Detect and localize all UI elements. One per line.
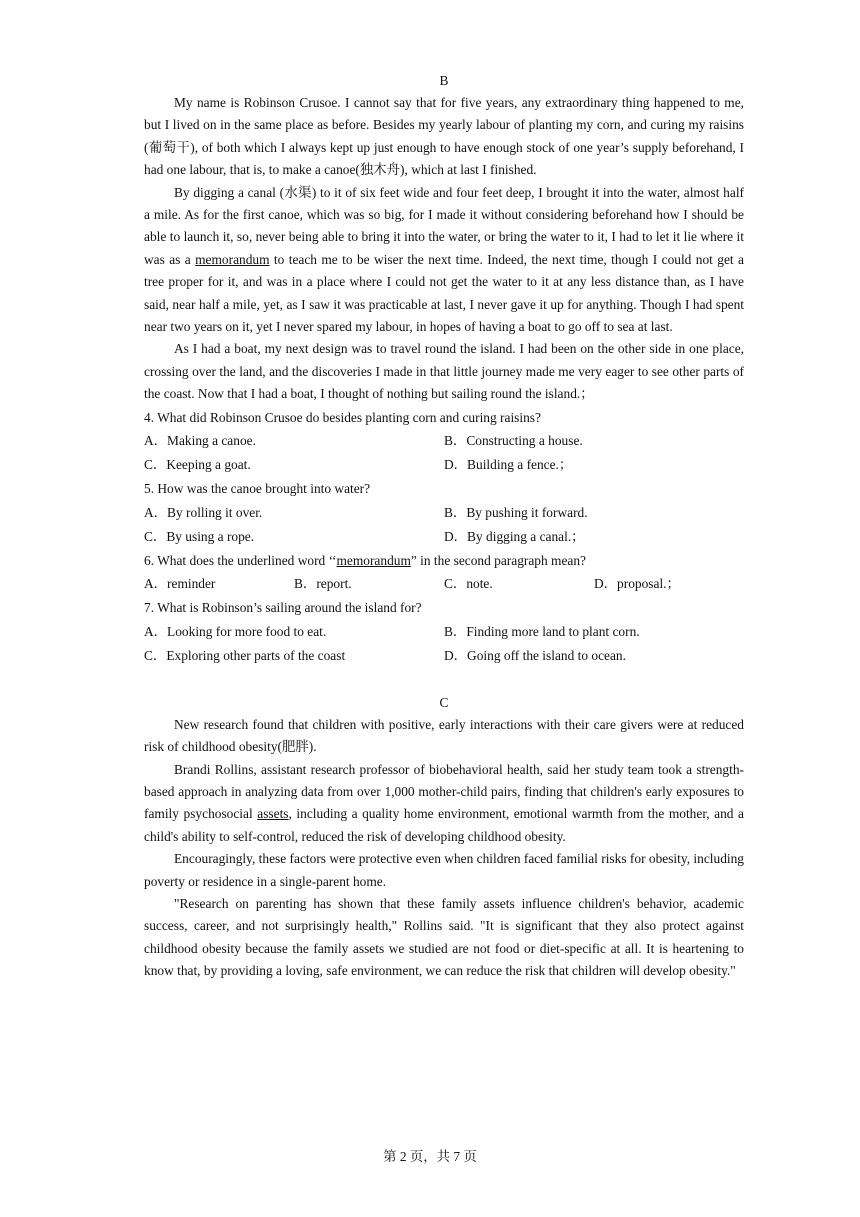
question-4-option-d: D．Building a fence.； <box>444 457 573 473</box>
paragraph-text: By digging a canal (水渠) to it of six feet wide and four feet deep, I brought it into the water, almost half a mile. As for the first canoe, which was so big, for I made it without considering beforehand how I should be able to launch it, so, never being able to bring it into the water, or bring the water to it, I had to let it lie where it was as a <box>144 184 744 267</box>
question-5-options-row-2 <box>144 525 744 549</box>
question-7-options-row-2 <box>144 644 744 668</box>
section-b-paragraph-2 <box>144 182 744 339</box>
section-b-heading: B <box>439 73 449 88</box>
question-5-option-a: A．By rolling it over. <box>144 504 263 520</box>
question-6-option-c: C．note. <box>444 576 493 592</box>
paragraph-text: Brandi Rollins, assistant research professor of biobehavioral health, said her study team took a strength-based approach in analyzing data from over 1,000 mother-child pairs, finding that children's early exposures to family psychosocial <box>144 761 744 822</box>
question-6-options-row <box>144 572 744 596</box>
question-5-option-b: B．By pushing it forward. <box>444 504 588 520</box>
question-4-option-c: C．Keeping a goat. <box>144 457 251 473</box>
question-6-stem <box>144 549 744 573</box>
page-content <box>144 70 744 983</box>
question-text: 6. What does the underlined word ‘‘ <box>144 552 337 568</box>
question-6-option-d: D．proposal.； <box>594 576 680 592</box>
paragraph-text: to teach me to be wiser the next time. Indeed, the next time, though I could not get a tree proper for it, and was in a place where I could not get the water to it at any less distance than, as I have said, near half a mile, yet, as I saw it was practicable at last, I never gave it up for anything. Though I had spent near two years on it, yet I never spared my labour, in hopes of having a boat to go off to sea at last. <box>144 251 745 335</box>
question-5-option-d: D．By digging a canal.； <box>444 528 585 544</box>
question-6-option-a: A．reminder <box>144 576 216 592</box>
question-4-options-row-1 <box>144 429 744 453</box>
page-footer: 第 2 页，共 7 页 <box>383 1149 477 1164</box>
question-5-option-c: C．By using a rope. <box>144 528 255 544</box>
question-5-stem: 5. How was the canoe brought into water? <box>144 481 371 497</box>
section-c-paragraph-4: "Research on parenting has shown that these family assets influence children's behavior, academic success, career, and not surprisingly health," Rollins said. "It is significant that they also protect against childhood obesity because the family assets we studied are not food or diet-specific at all. It is heartening to know that, by providing a loving, safe environment, we can reduce the risk that children will develop obesity." <box>144 895 744 979</box>
section-b-paragraph-1: My name is Robinson Crusoe. I cannot say that for five years, any extraordinary thing happened to me, but I lived on in the same place as before. Besides my yearly labour of planting my corn, and curing my raisins (葡萄干), of both which I always kept up just enough to have enough stock of one year’s supply beforehand, I had one labour, that is, to make a canoe(独木舟), which at last I finished. <box>144 95 744 178</box>
section-c-heading: C <box>439 694 449 710</box>
underlined-word-memorandum: memorandum <box>195 251 270 267</box>
question-7-option-c: C．Exploring other parts of the coast <box>144 647 346 663</box>
section-c-paragraph-2 <box>144 759 744 849</box>
section-c-paragraph-3: Encouragingly, these factors were protective even when children faced familial risks for obesity, including poverty or residence in a single-parent home. <box>144 851 744 889</box>
section-c-paragraph-1: New research found that children with positive, early interactions with their care givers were at reduced risk of childhood obesity(肥胖). <box>144 716 744 755</box>
question-4-stem: 4. What did Robinson Crusoe do besides planting corn and curing raisins? <box>144 409 541 425</box>
question-4-option-a: A．Making a canoe. <box>144 433 256 449</box>
question-7-option-b: B．Finding more land to plant corn. <box>444 623 640 639</box>
paragraph-text: , including a quality home environment, emotional warmth from the mother, and a child's ability to self-control, reduced the risk of developing childhood obesity. <box>144 806 744 844</box>
section-spacer <box>144 668 744 692</box>
question-4-options-row-2 <box>144 453 744 477</box>
underlined-word-memorandum: memorandum <box>336 552 411 568</box>
question-7-option-d: D．Going off the island to ocean. <box>444 647 626 663</box>
question-7-stem: 7. What is Robinson’s sailing around the island for? <box>144 600 422 616</box>
section-b-paragraph-3: As I had a boat, my next design was to travel round the island. I had been on the other side in one place, crossing over the land, and the discoveries I made in that little journey made me very eager to see other parts of the coast. Now that I had a boat, I thought of nothing but sailing round the island.； <box>144 341 744 402</box>
question-text: ” in the second paragraph mean? <box>410 552 586 568</box>
question-6-option-b: B．report. <box>294 576 352 592</box>
question-7-option-a: A．Looking for more food to eat. <box>144 623 327 639</box>
question-4-option-b: B．Constructing a house. <box>444 433 583 449</box>
question-5-options-row-1 <box>144 501 744 525</box>
question-7-options-row-1 <box>144 620 744 644</box>
underlined-word-assets: assets <box>257 806 289 822</box>
